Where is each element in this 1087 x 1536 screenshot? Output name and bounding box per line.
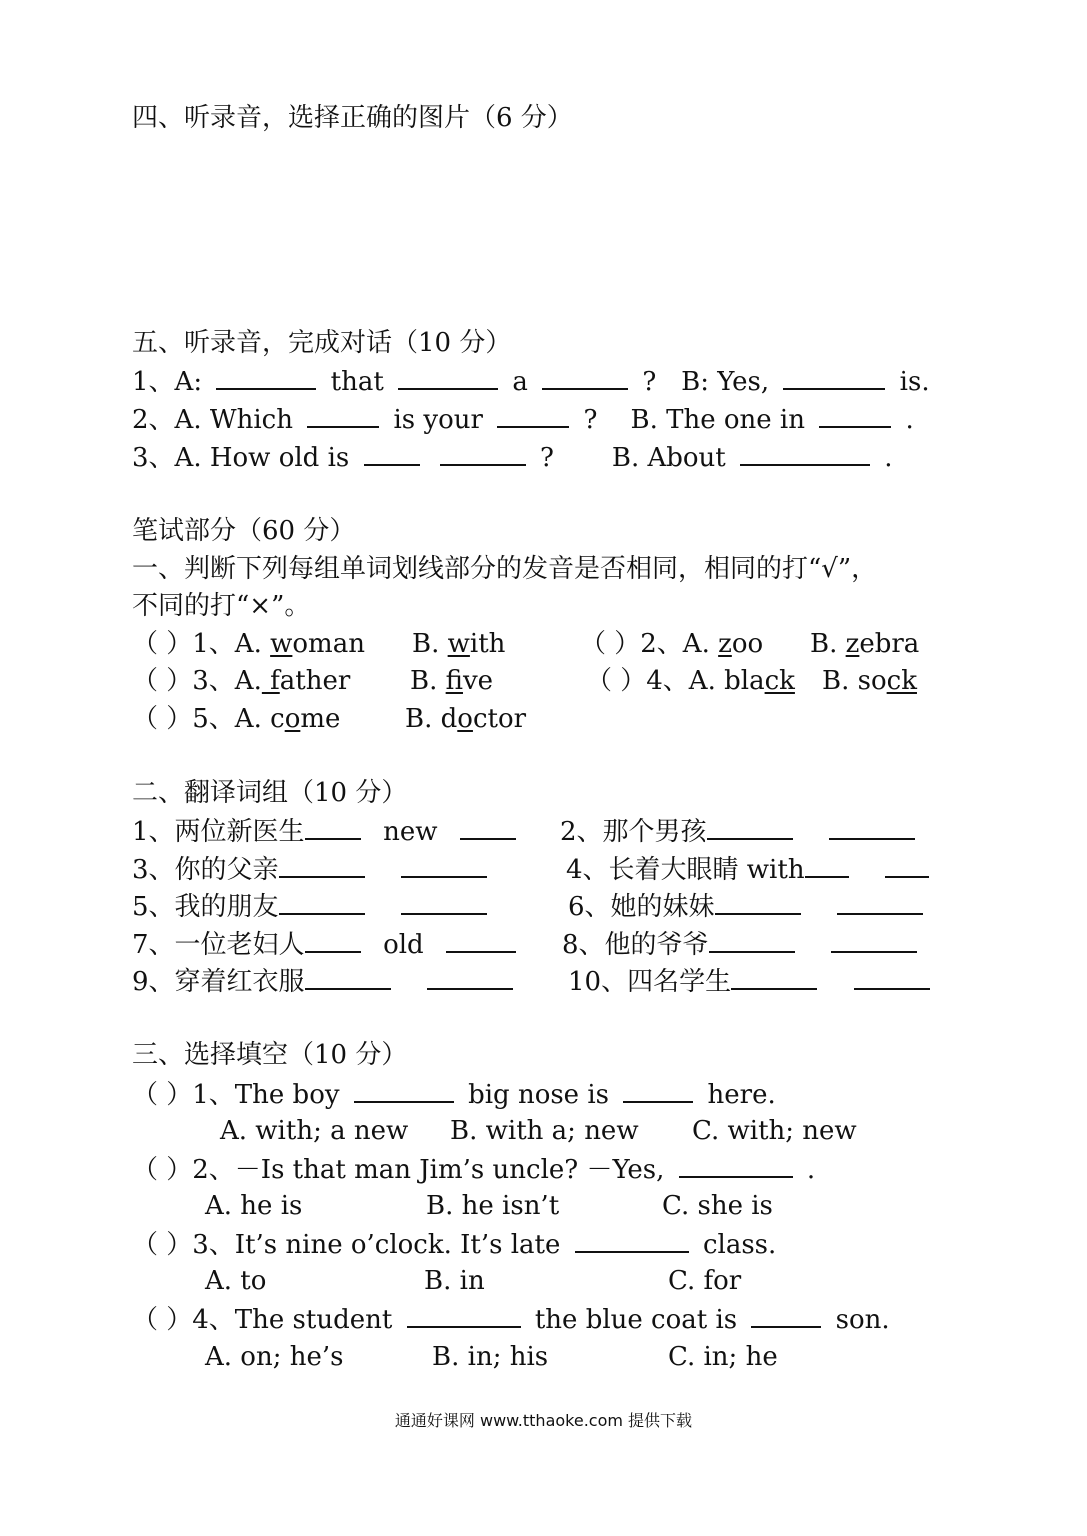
part1-item-5-b: B. doctor (405, 704, 527, 734)
answer-paren[interactable]: （ ） (132, 666, 193, 696)
part3-question-3: （ ）3、It’s nine o’clock. It’s late class. (132, 1227, 776, 1262)
answer-paren[interactable]: （ ） (132, 1305, 193, 1335)
part3-title: 三、选择填空（10 分） (132, 1040, 408, 1070)
q2-option-a[interactable]: A. he is (205, 1191, 303, 1221)
q2-option-b[interactable]: B. he isn’t (426, 1191, 560, 1221)
answer-blank[interactable] (542, 364, 628, 390)
answer-blank[interactable] (854, 964, 930, 990)
answer-blank[interactable] (805, 852, 849, 878)
answer-blank[interactable] (715, 889, 801, 915)
part3-question-2: （ ）2、－Is that man Jim’s uncle? －Yes, . (132, 1152, 815, 1187)
answer-blank[interactable] (279, 889, 365, 915)
q1-option-c[interactable]: C. with; new (692, 1116, 857, 1146)
part1-item-1-b: B. with (412, 629, 506, 659)
answer-blank[interactable] (831, 927, 917, 953)
part3-question-1: （ ）1、The boy big nose is here. (132, 1077, 776, 1112)
answer-paren[interactable]: （ ） (132, 1230, 193, 1260)
part1-item-5: （ ）5、A. come (132, 704, 341, 734)
answer-blank[interactable] (885, 852, 929, 878)
section-4-title: 四、听录音，选择正确的图片（6 分） (132, 103, 573, 133)
part1-item-3: （ ）3、A. father (132, 666, 351, 696)
part2-item-2: 2、那个男孩 (560, 814, 921, 849)
part2-item-4: 4、长着大眼睛 with (566, 852, 935, 887)
answer-blank[interactable] (305, 964, 391, 990)
answer-paren[interactable]: （ ） (132, 1155, 193, 1185)
answer-blank[interactable] (401, 852, 487, 878)
part1-item-2: （ ）2、A. zoo (580, 629, 764, 659)
answer-blank[interactable] (216, 364, 316, 390)
q3-option-b[interactable]: B. in (424, 1266, 485, 1296)
q4-option-c[interactable]: C. in; he (668, 1342, 778, 1372)
written-part-title: 笔试部分（60 分） (132, 516, 356, 546)
answer-blank[interactable] (307, 402, 379, 428)
part1-item-4-b: B. sock (822, 666, 917, 696)
answer-blank[interactable] (679, 1152, 793, 1178)
answer-blank[interactable] (829, 814, 915, 840)
answer-blank[interactable] (751, 1302, 821, 1328)
part3-question-4: （ ）4、The student the blue coat is son. (132, 1302, 890, 1337)
answer-blank[interactable] (731, 964, 817, 990)
answer-blank[interactable] (401, 889, 487, 915)
q1-option-a[interactable]: A. with; a new (220, 1116, 409, 1146)
answer-blank[interactable] (460, 814, 516, 840)
q4-option-a[interactable]: A. on; he’s (205, 1342, 344, 1372)
part2-item-8: 8、他的爷爷 (562, 927, 923, 962)
answer-blank[interactable] (497, 402, 569, 428)
part1-title-line2: 不同的打“×”。 (132, 591, 311, 621)
q3-option-a[interactable]: A. to (205, 1266, 267, 1296)
q4-option-b[interactable]: B. in; his (432, 1342, 549, 1372)
answer-blank[interactable] (354, 1077, 454, 1103)
sec5-question-3: 3、A. How old is ? B. About . (132, 440, 893, 475)
answer-blank[interactable] (707, 814, 793, 840)
answer-blank[interactable] (837, 889, 923, 915)
part1-item-2-b: B. zebra (810, 629, 920, 659)
part2-item-10: 10、四名学生 (568, 964, 936, 999)
answer-blank[interactable] (446, 927, 516, 953)
part2-item-7: 7、一位老妇人 old (132, 927, 522, 962)
answer-blank[interactable] (575, 1227, 689, 1253)
part2-item-9: 9、穿着红衣服 (132, 964, 519, 999)
part2-item-1: 1、两位新医生 new (132, 814, 522, 849)
part1-item-3-b: B. five (410, 666, 494, 696)
part2-item-5: 5、我的朋友 (132, 889, 493, 924)
sec5-question-1: 1、A: that a ? B: Yes, is. (132, 364, 930, 399)
answer-blank[interactable] (364, 440, 420, 466)
answer-blank[interactable] (398, 364, 498, 390)
answer-blank[interactable] (783, 364, 885, 390)
answer-blank[interactable] (407, 1302, 521, 1328)
answer-blank[interactable] (819, 402, 891, 428)
part2-title: 二、翻译词组（10 分） (132, 778, 408, 808)
q2-option-c[interactable]: C. she is (662, 1191, 773, 1221)
answer-blank[interactable] (305, 814, 361, 840)
part1-item-1: （ ）1、A. woman (132, 629, 365, 659)
q3-option-c[interactable]: C. for (668, 1266, 742, 1296)
part1-title-line1: 一、判断下列每组单词划线部分的发音是否相同，相同的打“√”， (132, 554, 878, 584)
q1-option-b[interactable]: B. with a; new (450, 1116, 639, 1146)
answer-paren[interactable]: （ ） (132, 1080, 193, 1110)
answer-blank[interactable] (305, 927, 361, 953)
section-5-title: 五、听录音，完成对话（10 分） (132, 328, 512, 358)
answer-paren[interactable]: （ ） (580, 629, 641, 659)
answer-blank[interactable] (279, 852, 365, 878)
answer-blank[interactable] (740, 440, 870, 466)
answer-blank[interactable] (440, 440, 526, 466)
part2-item-6: 6、她的妹妹 (568, 889, 929, 924)
sec5-question-2: 2、A. Which is your ? B. The one in . (132, 402, 914, 437)
page-footer: 通通好课网 www.tthaoke.com 提供下载 (394, 1411, 693, 1430)
answer-blank[interactable] (709, 927, 795, 953)
answer-paren[interactable]: （ ） (586, 666, 647, 696)
answer-paren[interactable]: （ ） (132, 629, 193, 659)
answer-blank[interactable] (623, 1077, 693, 1103)
part2-item-3: 3、你的父亲 (132, 852, 493, 887)
part1-item-4: （ ）4、A. black (586, 666, 795, 696)
answer-blank[interactable] (427, 964, 513, 990)
answer-paren[interactable]: （ ） (132, 704, 193, 734)
